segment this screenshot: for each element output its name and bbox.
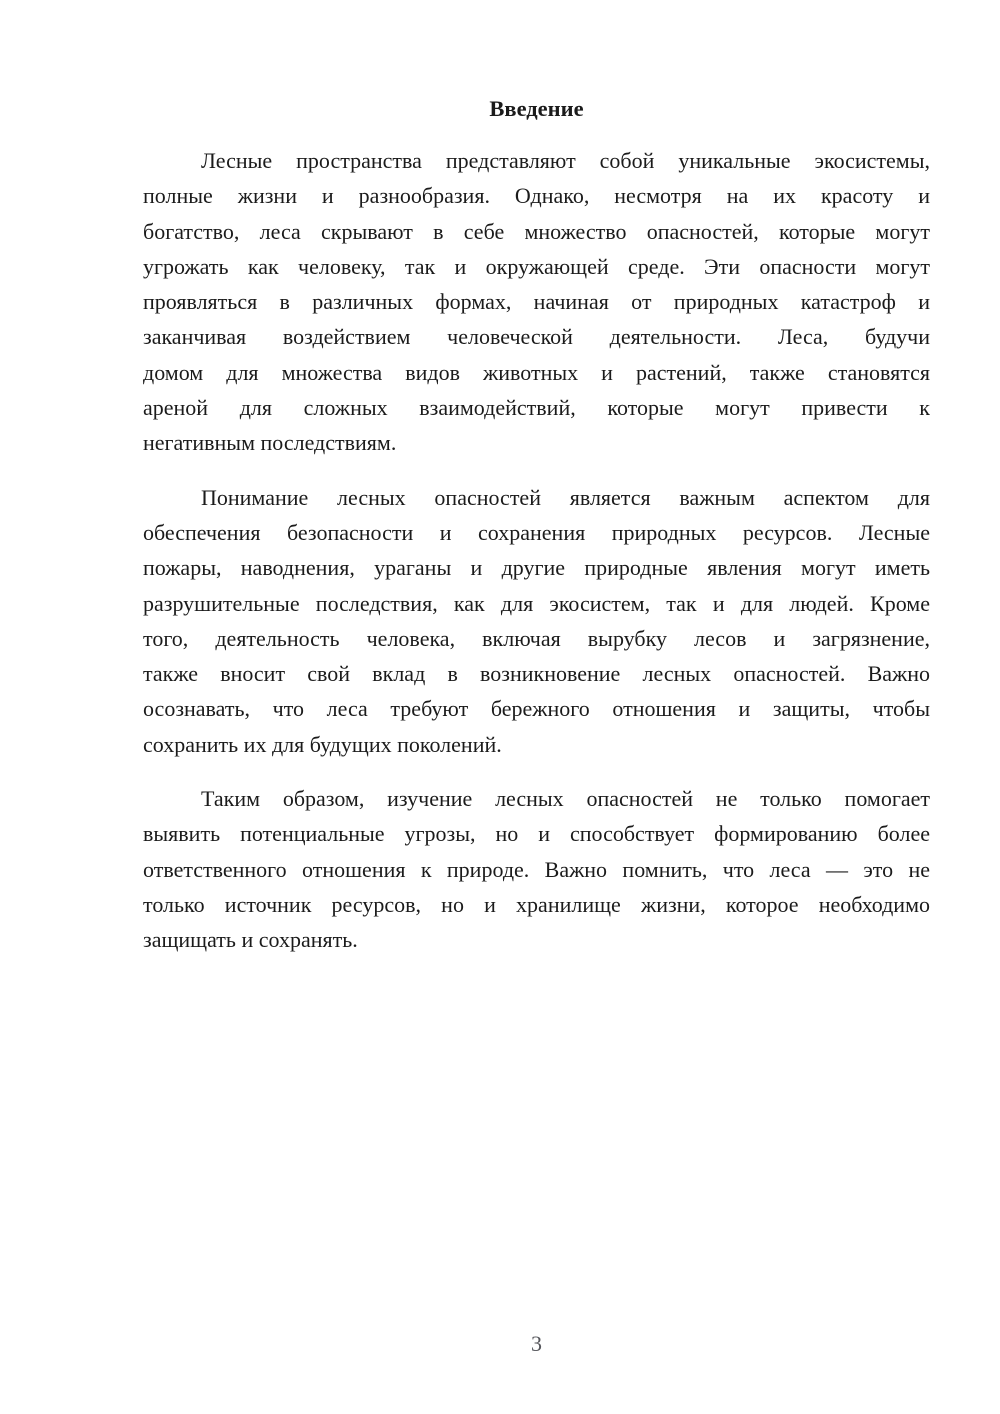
page-number: 3 <box>531 1331 542 1356</box>
text-line: пожары, наводнения, ураганы и другие природные явления могут иметь <box>143 555 930 581</box>
text-line: также вносит свой вклад в возникновение лесных опасностей. Важно <box>143 661 930 687</box>
text-line: ареной для сложных взаимодействий, которые могут привести к <box>143 395 930 421</box>
text-line: того, деятельность человека, включая вырубку лесов и загрязнение, <box>143 625 930 651</box>
text-line: Таким образом, изучение лесных опасностей не только помогает <box>201 786 930 812</box>
text-line: негативным последствиям. <box>143 430 397 456</box>
text-line: выявить потенциальные угрозы, но и способствует формированию более <box>143 821 930 847</box>
text-line: домом для множества видов животных и растений, также становятся <box>143 359 930 385</box>
document-body <box>143 143 930 958</box>
paragraph <box>143 781 930 957</box>
text-line: заканчивая воздействием человеческой деятельности. Леса, будучи <box>143 324 930 350</box>
text-line: осознавать, что леса требуют бережного отношения и защиты, чтобы <box>143 696 930 722</box>
text-line: разрушительные последствия, как для экосистем, так и для людей. Кроме <box>143 590 930 616</box>
page-title: Введение <box>489 96 584 121</box>
text-line: ответственного отношения к природе. Важно помнить, что леса — это не <box>143 856 930 882</box>
text-line: богатство, леса скрывают в себе множество опасностей, которые могут <box>143 218 930 244</box>
text-line: угрожать как человеку, так и окружающей среде. Эти опасности могут <box>143 253 930 279</box>
paragraph <box>143 143 930 461</box>
text-line: защищать и сохранять. <box>143 927 358 953</box>
text-line: проявляться в различных формах, начиная от природных катастроф и <box>143 289 930 315</box>
text-line: обеспечения безопасности и сохранения природных ресурсов. Лесные <box>143 519 930 545</box>
paragraph <box>143 480 930 762</box>
text-line: Лесные пространства представляют собой уникальные экосистемы, <box>201 148 930 173</box>
text-line: полные жизни и разнообразия. Однако, несмотря на их красоту и <box>143 183 930 209</box>
text-line: Понимание лесных опасностей является важным аспектом для <box>201 484 930 510</box>
text-line: сохранить их для будущих поколений. <box>143 731 502 757</box>
text-line: только источник ресурсов, но и хранилище жизни, которое необходимо <box>143 891 930 917</box>
